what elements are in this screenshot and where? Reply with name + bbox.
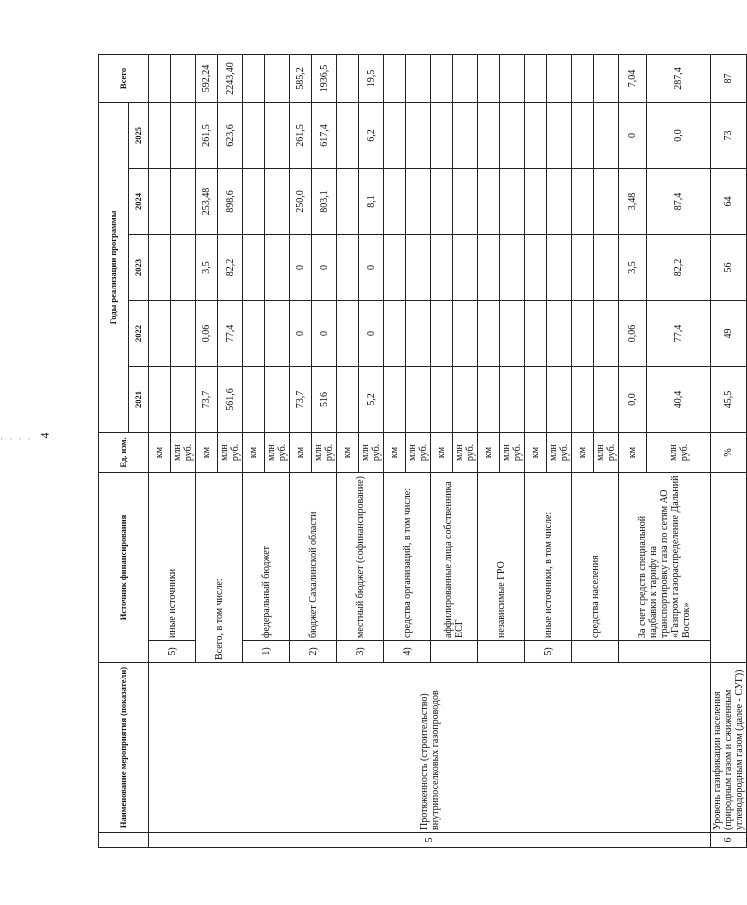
funding-block-1-value — [265, 54, 290, 102]
funding-block-2-value: 803,1 — [312, 169, 337, 235]
header-years: Годы реализации программы — [99, 102, 129, 432]
total-block-unit: млн руб. — [218, 433, 243, 473]
funding-block-6-unit: млн руб. — [500, 433, 525, 473]
funding-block-9-unit: млн руб. — [647, 433, 711, 473]
program-table — [98, 54, 747, 848]
total-block-value: 898,6 — [218, 169, 243, 235]
header-year-2021: 2021 — [129, 367, 149, 433]
row-6-value: 56 — [711, 235, 747, 301]
funding-block-3-unit: млн руб. — [359, 433, 384, 473]
first-block-value — [149, 301, 171, 367]
funding-block-4-unit: км — [384, 433, 406, 473]
total-block-value: 561,6 — [218, 367, 243, 433]
funding-block-4-unit: млн руб. — [406, 433, 431, 473]
funding-block-9-value: 3,48 — [619, 169, 647, 235]
funding-block-7-label: иные источники, в том числе: — [525, 473, 572, 641]
first-block-value — [149, 54, 171, 102]
funding-block-6-value — [500, 102, 525, 168]
funding-block-5-value — [431, 301, 453, 367]
row-6-value: 49 — [711, 301, 747, 367]
total-block-value: 253,48 — [196, 169, 218, 235]
funding-block-8-value — [594, 169, 619, 235]
first-block-label: иные источники — [149, 473, 196, 641]
funding-block-3-value — [337, 102, 359, 168]
funding-block-9-unit: км — [619, 433, 647, 473]
funding-block-2-value: 585,2 — [290, 54, 312, 102]
funding-block-4-value — [406, 102, 431, 168]
funding-block-4-value — [406, 367, 431, 433]
funding-block-4-index: 4) — [384, 641, 431, 663]
funding-block-2-index: 2) — [290, 641, 337, 663]
funding-block-5-index — [431, 641, 478, 663]
funding-block-1-value — [265, 235, 290, 301]
funding-block-7-value — [547, 301, 572, 367]
funding-block-8-index — [572, 641, 619, 663]
funding-block-9-value: 87,4 — [647, 169, 711, 235]
funding-block-4-value — [384, 235, 406, 301]
funding-block-1-label: федеральный бюджет — [243, 473, 290, 641]
funding-block-3-value: 0 — [359, 301, 384, 367]
row-5-number: 5 — [149, 833, 711, 848]
header-year-2022: 2022 — [129, 301, 149, 367]
header-row — [99, 54, 129, 847]
first-block-unit: км — [149, 433, 171, 473]
total-block-value: 3,5 — [196, 235, 218, 301]
funding-block-8-value — [594, 301, 619, 367]
header-year-2024: 2024 — [129, 169, 149, 235]
funding-block-5-value — [431, 102, 453, 168]
funding-block-6-value — [478, 54, 500, 102]
first-block-value — [171, 301, 196, 367]
funding-block-8-unit: млн руб. — [594, 433, 619, 473]
row-6-value: 64 — [711, 169, 747, 235]
funding-block-3-unit: км — [337, 433, 359, 473]
funding-block-5-value — [431, 367, 453, 433]
funding-block-3-value — [337, 54, 359, 102]
funding-block-5-value — [453, 102, 478, 168]
funding-block-9-value: 0,0 — [647, 102, 711, 168]
header-unit: Ед. изм. — [99, 433, 149, 473]
funding-block-6-unit: км — [478, 433, 500, 473]
first-block-value — [171, 54, 196, 102]
funding-block-7-value — [547, 102, 572, 168]
funding-block-6-value — [478, 102, 500, 168]
funding-block-7-value — [547, 367, 572, 433]
funding-block-7-value — [525, 301, 547, 367]
funding-block-1-value — [243, 102, 265, 168]
funding-block-5-value — [453, 301, 478, 367]
funding-block-6-value — [478, 301, 500, 367]
funding-block-7-value — [525, 102, 547, 168]
funding-block-4-value — [406, 301, 431, 367]
funding-block-2-value: 0 — [290, 301, 312, 367]
scan-marks: · · · · — [0, 434, 33, 444]
funding-block-1-value — [265, 301, 290, 367]
funding-block-9-value: 287,4 — [647, 54, 711, 102]
funding-block-2-value: 516 — [312, 367, 337, 433]
header-source: Источник финансирования — [99, 473, 149, 663]
funding-block-1-value — [243, 367, 265, 433]
total-block-value: 261,5 — [196, 102, 218, 168]
funding-block-9-value: 77,4 — [647, 301, 711, 367]
funding-block-3-value: 5,2 — [359, 367, 384, 433]
funding-block-7-value — [525, 367, 547, 433]
funding-block-6-value — [500, 54, 525, 102]
funding-block-6-label: независимые ГРО — [478, 473, 525, 641]
funding-block-1-value — [265, 169, 290, 235]
first-block-row-1 — [149, 54, 171, 847]
funding-block-1-value — [265, 102, 290, 168]
funding-block-8-value — [572, 235, 594, 301]
funding-block-2-value: 250,0 — [290, 169, 312, 235]
funding-block-4-value — [406, 54, 431, 102]
funding-block-7-value — [525, 235, 547, 301]
funding-block-1-value — [243, 235, 265, 301]
funding-block-4-label: средства организаций, в том числе: — [384, 473, 431, 641]
funding-block-5-value — [453, 235, 478, 301]
total-block-value: 2243,40 — [218, 54, 243, 102]
funding-block-2-value: 261,5 — [290, 102, 312, 168]
funding-block-7-unit: млн руб. — [547, 433, 572, 473]
header-year-2023: 2023 — [129, 235, 149, 301]
funding-block-8-unit: км — [572, 433, 594, 473]
funding-block-7-value — [547, 235, 572, 301]
funding-block-9-value: 7,04 — [619, 54, 647, 102]
header-total: Всего — [99, 54, 149, 102]
funding-block-2-value: 0 — [312, 235, 337, 301]
funding-block-9-label: За счет средств специальной надбавки к тарифу на транспортировку газа по сетям АО «Газпром газораспределение Дальний Восток» — [619, 473, 711, 641]
total-block-label: Всего, в том числе: — [196, 473, 243, 663]
funding-block-9-value: 82,2 — [647, 235, 711, 301]
total-block-value: 77,4 — [218, 301, 243, 367]
funding-block-6-value — [500, 235, 525, 301]
funding-block-5-value — [453, 54, 478, 102]
funding-block-5-value — [431, 54, 453, 102]
funding-block-3-label: местный бюджет (софинансирование) — [337, 473, 384, 641]
funding-block-3-value — [337, 169, 359, 235]
funding-block-9-value: 0 — [619, 102, 647, 168]
funding-block-9-value: 40,4 — [647, 367, 711, 433]
funding-block-4-value — [406, 169, 431, 235]
funding-block-3-value: 19,5 — [359, 54, 384, 102]
funding-block-5-value — [453, 169, 478, 235]
funding-block-1-unit: км — [243, 433, 265, 473]
funding-block-6-value — [500, 169, 525, 235]
funding-block-7-unit: км — [525, 433, 547, 473]
row-6-value: 87 — [711, 54, 747, 102]
row-6-unit: % — [711, 433, 747, 473]
rotated-page — [98, 55, 745, 848]
funding-block-3-index: 3) — [337, 641, 384, 663]
funding-block-5-value — [431, 169, 453, 235]
page-number: 4 — [37, 432, 52, 439]
header-number — [99, 833, 149, 848]
funding-block-6-value — [478, 235, 500, 301]
funding-block-5-unit: млн руб. — [453, 433, 478, 473]
total-block-value: 592,24 — [196, 54, 218, 102]
funding-block-8-value — [594, 102, 619, 168]
funding-block-1-unit: млн руб. — [265, 433, 290, 473]
funding-block-4-value — [384, 54, 406, 102]
row-6-label: Уровень газификации населения (природным газом и сжиженным углеводородным газом (далее - СУГ)) — [711, 663, 747, 833]
first-block-value — [171, 235, 196, 301]
total-block-unit: км — [196, 433, 218, 473]
funding-block-5-label: аффилированные лица собственника ЕСГ — [431, 473, 478, 641]
funding-block-3-value — [337, 367, 359, 433]
row-6-value: 73 — [711, 102, 747, 168]
funding-block-9-value: 3,5 — [619, 235, 647, 301]
funding-block-4-value — [406, 235, 431, 301]
funding-block-7-index: 5) — [525, 641, 572, 663]
first-block-value — [149, 169, 171, 235]
funding-block-3-value: 6,2 — [359, 102, 384, 168]
first-block-value — [149, 235, 171, 301]
funding-block-8-value — [572, 169, 594, 235]
funding-block-1-value — [243, 301, 265, 367]
funding-block-8-value — [594, 367, 619, 433]
funding-block-2-value: 617,4 — [312, 102, 337, 168]
funding-block-6-value — [478, 367, 500, 433]
funding-block-5-value — [431, 235, 453, 301]
funding-block-3-value — [337, 301, 359, 367]
funding-block-8-value — [572, 301, 594, 367]
funding-block-1-index: 1) — [243, 641, 290, 663]
first-block-unit: млн руб. — [171, 433, 196, 473]
funding-block-3-value — [337, 235, 359, 301]
first-block-value — [149, 102, 171, 168]
funding-block-9-value: 0,0 — [619, 367, 647, 433]
funding-block-3-value: 0 — [359, 235, 384, 301]
funding-block-9-index — [619, 641, 711, 663]
funding-block-2-value: 1936,5 — [312, 54, 337, 102]
funding-block-8-label: средства населения — [572, 473, 619, 641]
first-block-value — [171, 102, 196, 168]
funding-block-8-value — [572, 54, 594, 102]
funding-block-6-value — [500, 367, 525, 433]
funding-block-1-value — [243, 54, 265, 102]
funding-block-4-value — [384, 301, 406, 367]
funding-block-4-value — [384, 169, 406, 235]
first-block-index: 5) — [149, 641, 196, 663]
funding-block-4-value — [384, 367, 406, 433]
funding-block-8-value — [572, 102, 594, 168]
funding-block-4-value — [384, 102, 406, 168]
funding-block-5-value — [453, 367, 478, 433]
funding-block-2-label: бюджет Сахалинской области — [290, 473, 337, 641]
total-block-value: 82,2 — [218, 235, 243, 301]
funding-block-7-value — [547, 54, 572, 102]
row-6-source — [711, 473, 747, 663]
first-block-value — [171, 169, 196, 235]
row-6-value: 45,5 — [711, 367, 747, 433]
row-5-title: Протяженность (строительство) внутрипоселковых газопроводов — [149, 663, 711, 833]
funding-block-2-unit: млн руб. — [312, 433, 337, 473]
funding-block-2-value: 0 — [290, 235, 312, 301]
row-6-number: 6 — [711, 833, 747, 848]
funding-block-1-value — [243, 169, 265, 235]
funding-block-2-unit: км — [290, 433, 312, 473]
funding-block-9-value: 0,06 — [619, 301, 647, 367]
first-block-value — [171, 367, 196, 433]
header-year-2025: 2025 — [129, 102, 149, 168]
total-block-value: 0,06 — [196, 301, 218, 367]
first-block-value — [149, 367, 171, 433]
funding-block-5-unit: км — [431, 433, 453, 473]
funding-block-7-value — [525, 54, 547, 102]
funding-block-6-value — [478, 169, 500, 235]
funding-block-3-value: 8,1 — [359, 169, 384, 235]
funding-block-7-value — [547, 169, 572, 235]
total-block-value: 73,7 — [196, 367, 218, 433]
funding-block-8-value — [594, 54, 619, 102]
funding-block-1-value — [265, 367, 290, 433]
total-block-value: 623,6 — [218, 102, 243, 168]
funding-block-6-value — [500, 301, 525, 367]
funding-block-7-value — [525, 169, 547, 235]
funding-block-8-value — [594, 235, 619, 301]
funding-block-2-value: 73,7 — [290, 367, 312, 433]
funding-block-6-index — [478, 641, 525, 663]
row-6 — [711, 54, 747, 847]
header-measure: Наименование мероприятия (показатели) — [99, 663, 149, 833]
funding-block-8-value — [572, 367, 594, 433]
funding-block-2-value: 0 — [312, 301, 337, 367]
